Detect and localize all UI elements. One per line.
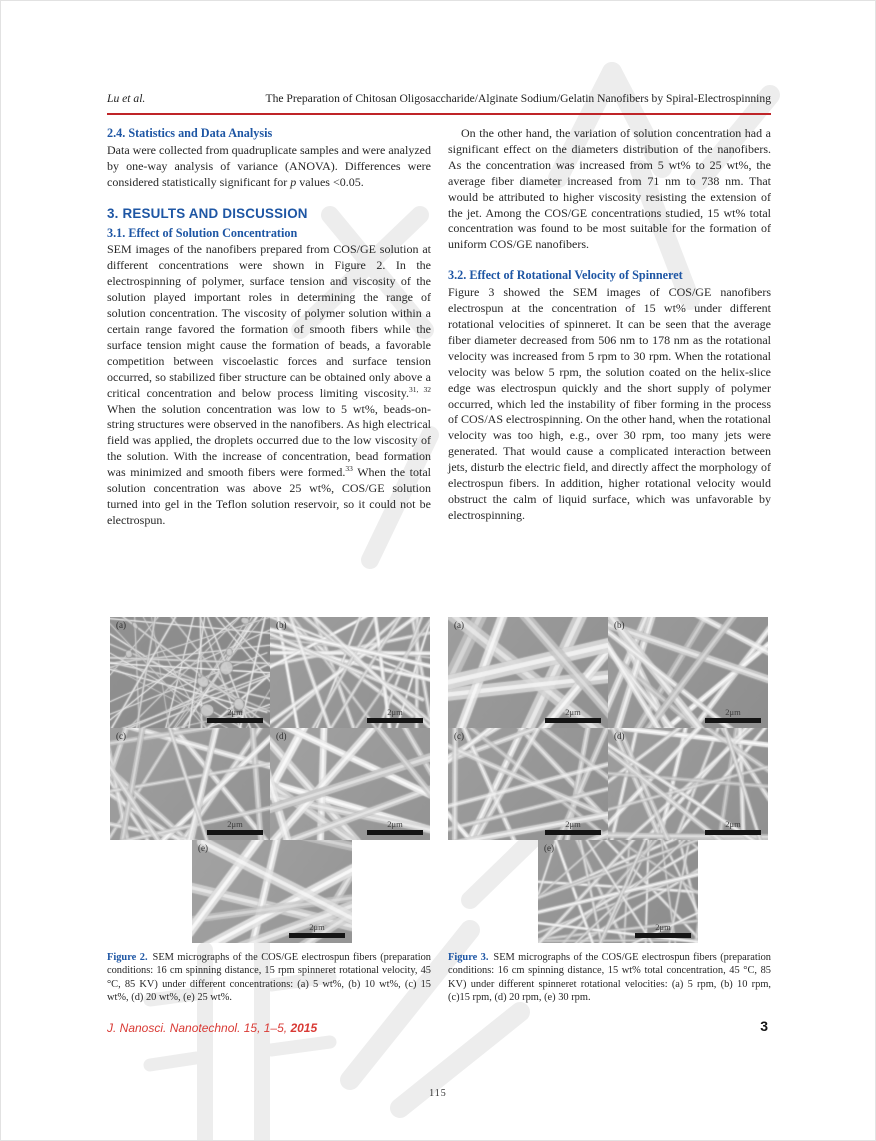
scale-bar [289,923,345,938]
figure-2-label: Figure 2. [107,952,148,963]
sem-panel-d [608,728,768,840]
scale-bar-text: 2μm [227,707,243,717]
sheet-number: 115 [429,1088,447,1099]
right-column [448,126,771,524]
sem-panel-a [110,617,270,728]
scale-bar-text: 2μm [565,707,581,717]
panel-label: (d) [276,731,287,741]
sem-panel-e [538,840,698,943]
section-heading-3: 3. RESULTS AND DISCUSSION [107,205,308,221]
page-number: 3 [760,1018,768,1034]
scale-bar [635,923,691,938]
scale-bar [367,708,423,723]
left-column [107,126,431,529]
panel-label: (d) [614,731,625,741]
scale-bar [367,820,423,835]
panel-label: (a) [116,620,126,630]
paragraph-text: SEM images of the nanofibers prepared from COS/GE solution at different concentrations were shown in Figure 2. In the electrospinning of polymer, surface tension and viscosity of the solution played important roles in determining the range of solution concentration. The viscosity of polymer solution within a certain range favored the formation of smooth fibers while the surface tension might cause the formation of beads, a favorable competition between viscoelastic forces and surface tension occurred, so stabilized fiber structure can be obtained only above a critical concentration and below process limiting viscosity. [107,242,431,400]
sem-panel-c [110,728,270,840]
running-head-title: The Preparation of Chitosan Oligosaccharide/Alginate Sodium/Gelatin Nanofibers by Spiral-Electrospinning [265,92,771,105]
running-head-author: Lu et al. [107,92,146,105]
scale-bar-line [367,718,423,723]
caption-text: SEM micrographs of the COS/GE electrospun fibers (preparation conditions: 16 cm spinning distance, 15 wt% total concentration, 45 °C, 85 KV) under different spinneret rotational velocities: (a) 5 rpm, (b) 10 rpm, (c)15 rpm, (d) 20 rpm, (e) 30 rpm. [448,952,771,1003]
scale-bar-line [635,933,691,938]
scale-bar [545,820,601,835]
paragraph-text: values <0.05. [296,174,364,189]
scale-bar-line [367,830,423,835]
paragraph-concentration [107,242,431,528]
sem-panel-e [192,840,352,943]
scale-bar [545,708,601,723]
paragraph-rotational-velocity: Figure 3 showed the SEM images of COS/GE nanofibers electrospun at the concentration of 15 wt% under different rotational velocities of spinneret. It can be seen that the average fiber diameter decreased from 506 nm to 178 nm as the rotational velocity was increased from 5 rpm to 30 rpm. When the rotational velocity was below 5 rpm, the solution coated on the helix-slice edge was electrospun quickly and the short supply of polymer occurred, which led the instability of fiber forming in the process of COS/AS electrospinning. On the other hand, when the rotational velocity was too high, e.g., over 30 rpm, too many jets were generated. That would cause a complicated interaction between jets, disturb the electric field, and directly affect the morphology of electrospun fibers. In addition, higher rotational velocity would obstruct the calm of liquid surface, which was unfavorable by electrospinning. [448,285,771,522]
section-heading-3-1: 3.1. Effect of Solution Concentration [107,225,298,240]
figure-3-caption [448,951,771,1004]
scale-bar-text: 2μm [565,819,581,829]
scale-bar-line [289,933,345,938]
panel-label: (b) [614,620,625,630]
header-rule [107,113,771,115]
scale-bar [705,708,761,723]
panel-label: (a) [454,620,464,630]
paragraph-text: When the solution concentration was low to 5 wt%, beads-on-string structures were observed in the nanofibers. As high electrical field was applied, the droplets occurred due to the low viscosity of the solution. With the increase of concentration, bead formation was minimized and smooth fibers were formed. [107,401,431,480]
caption-text: SEM micrographs of the COS/GE electrospun fibers (preparation conditions: 16 cm spinning distance, 15 rpm spinneret rotational velocity, 45 °C, 85 KV) under different concentrations: (a) 5 wt%, (b) 10 wt%, (c) 15 wt%, (d) 20 wt%, (e) 25 wt%. [107,952,431,1003]
italic-p-variable: p [290,174,297,189]
journal-citation-text: J. Nanosci. Nanotechnol. 15, 1–5, [107,1021,291,1035]
figure-2-sem-grid [110,617,430,943]
scale-bar-text: 2μm [725,707,741,717]
scale-bar-text: 2μm [655,922,671,932]
scale-bar-line [705,830,761,835]
scale-bar [207,820,263,835]
scale-bar-text: 2μm [725,819,741,829]
sem-panel-b [608,617,768,728]
scale-bar-line [207,718,263,723]
sem-panel-b [270,617,430,728]
sem-panel-c [448,728,608,840]
paragraph-text: When the total solution concentration was above 25 wt%, COS/GE solution turned into gel in the Teflon solution reservoir, so it could not be electrospun. [107,465,431,527]
scale-bar-text: 2μm [387,819,403,829]
scale-bar-line [545,718,601,723]
citation-reference: 33 [345,464,353,474]
panel-label: (c) [116,731,126,741]
scale-bar [207,708,263,723]
section-heading-3-2: 3.2. Effect of Rotational Velocity of Spinneret [448,268,683,283]
panel-label: (c) [454,731,464,741]
journal-citation-year: 2015 [290,1021,318,1035]
panel-label: (b) [276,620,287,630]
figure-3-label: Figure 3. [448,952,489,963]
scale-bar-line [207,830,263,835]
paragraph-diameter-distribution: On the other hand, the variation of solution concentration had a significant effect on the diameters distribution of the nanofibers. As the concentration was increased from 5 wt% to 25 wt%, the average fiber diameter increased from 71 nm to 738 nm. That would be attributed to higher viscosity resisting the extension of the jet. Among the COS/GE concentrations studied, 15 wt% total concentration was found to be most suitable for the formation of uniform COS/GE nanofibers. [448,126,771,252]
scale-bar-text: 2μm [227,819,243,829]
sem-panel-d [270,728,430,840]
scale-bar-line [705,718,761,723]
figure-3-sem-grid [448,617,768,943]
section-heading-2-4: 2.4. Statistics and Data Analysis [107,126,273,140]
running-head [107,92,771,105]
figure-2-caption [107,951,431,1004]
scale-bar-line [545,830,601,835]
paragraph-statistics [107,143,431,191]
sem-panel-a [448,617,608,728]
panel-label: (e) [544,843,554,853]
panel-label: (e) [198,843,208,853]
citation-reference: 31, 32 [408,384,432,394]
scale-bar-text: 2μm [387,707,403,717]
journal-citation [107,1021,317,1035]
paragraph-text: Data were collected from quadruplicate samples and were analyzed by one-way analysis of variance (ANOVA). Differences were considered statistically significant for [107,142,431,189]
scale-bar [705,820,761,835]
scale-bar-text: 2μm [309,922,325,932]
